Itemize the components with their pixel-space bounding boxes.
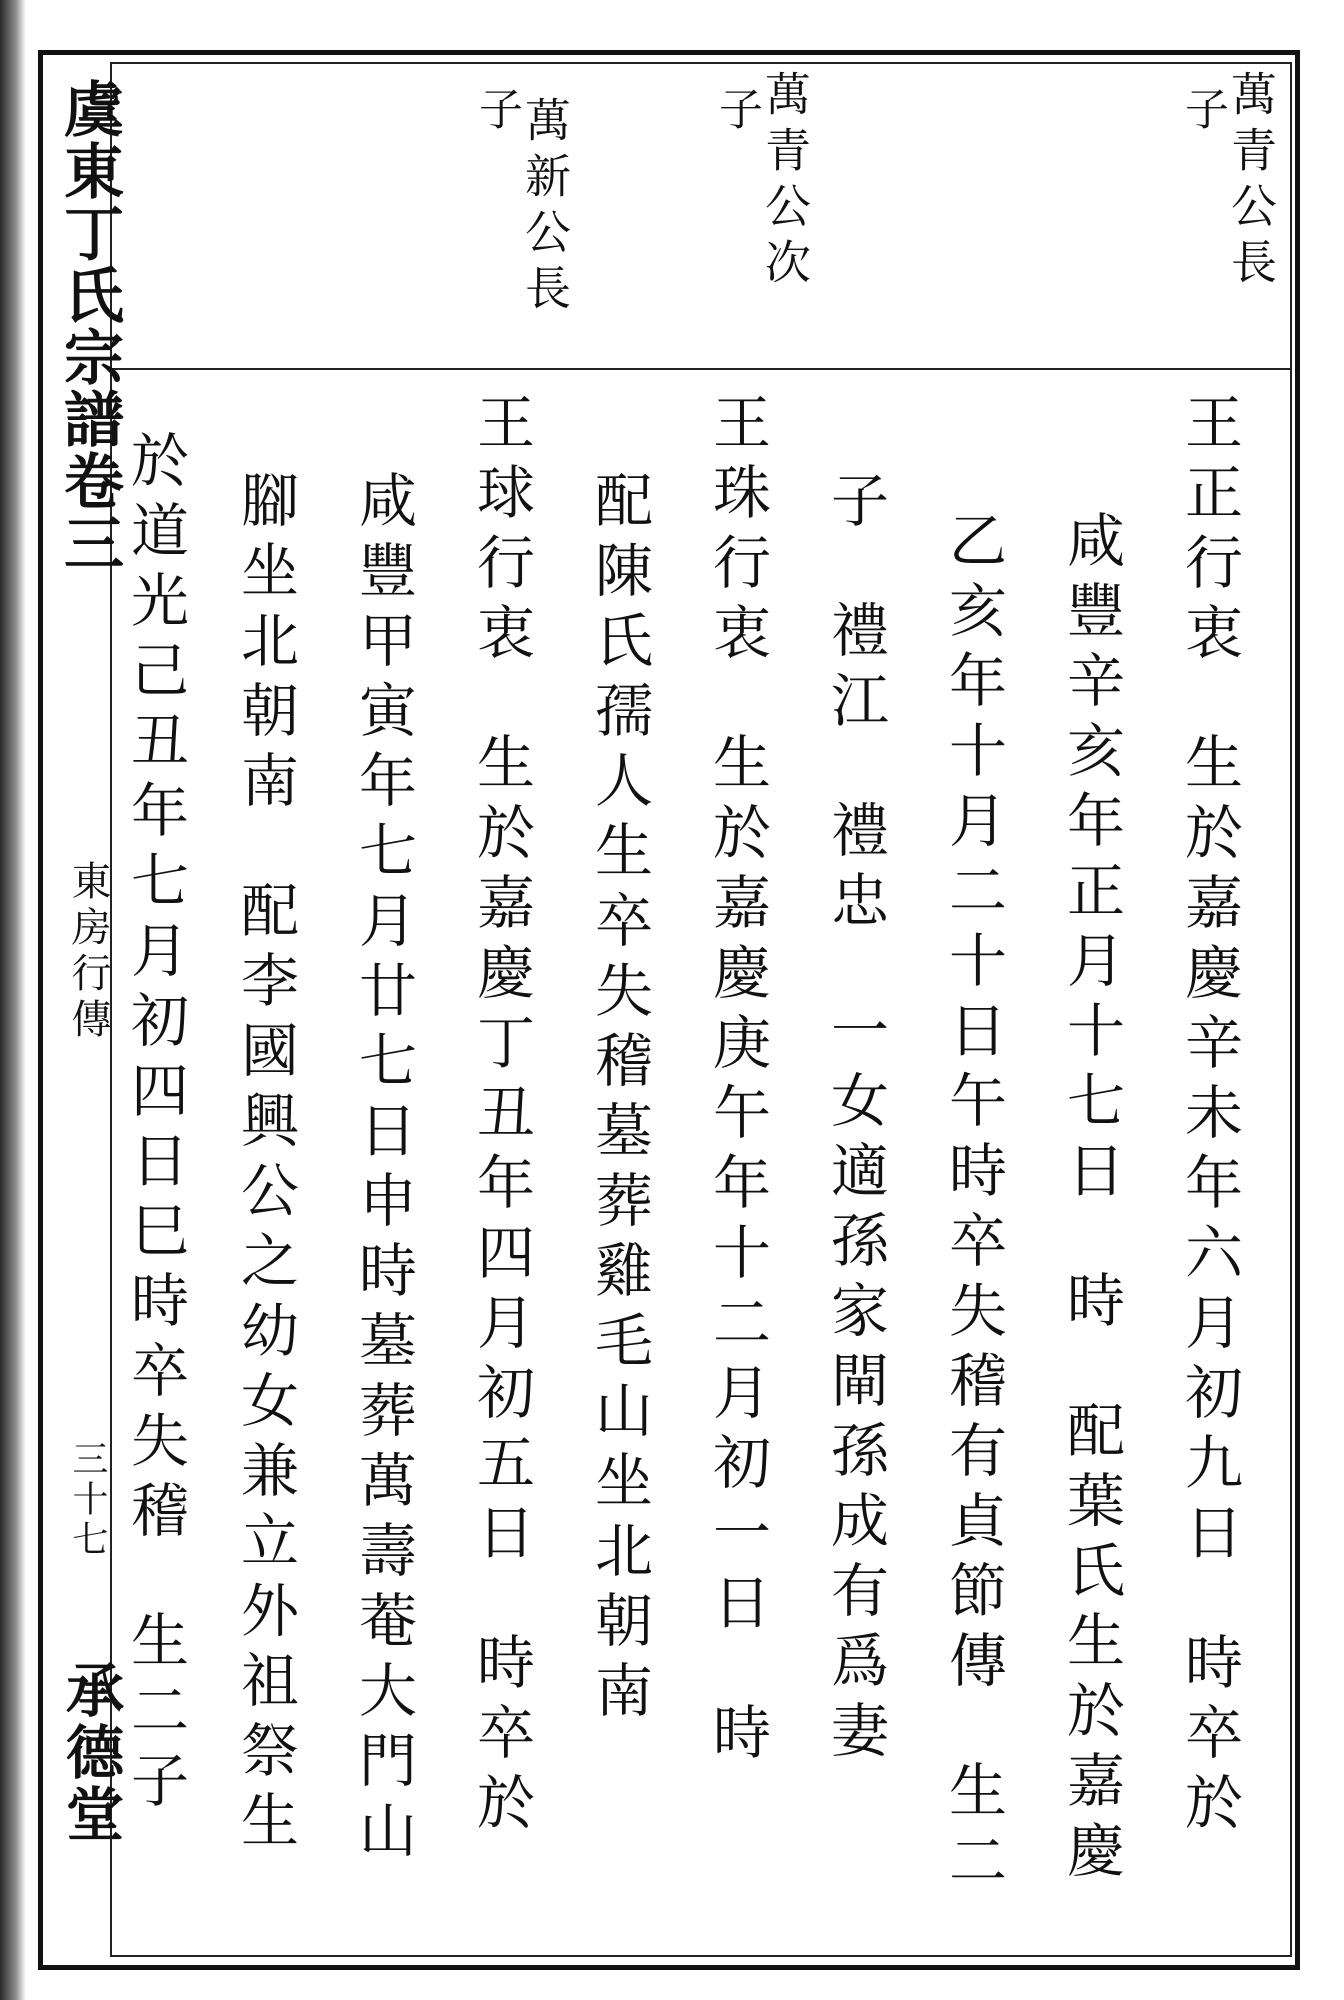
column-text: 時 [1057,1270,1125,1340]
column-text: 子 [821,470,889,540]
column-text: 時 [703,1702,771,1772]
column-text: 乙亥年十月二十日午時卒失稽有貞節傳 [939,510,1007,1700]
header-3-sub: 子 [471,86,522,134]
header-2-sub: 子 [711,86,762,134]
volume-label: 卷三 [54,450,124,574]
section-title: 東房行傳 [65,860,111,1044]
column-text: 腳坐北朝南 [231,470,299,820]
entry-name: 王正行衷 [1175,392,1243,672]
column-text: 咸豐甲寅年七月廿七日申時墓葬萬壽菴大門山 [349,470,417,1870]
text-column-5 [703,392,771,1772]
book-spine-shadow [0,0,26,2000]
text-column-10 [121,430,189,1820]
text-column-7 [467,392,535,1842]
column-text: 配葉氏生於嘉慶 [1057,1400,1125,1890]
column-text: 生於嘉慶庚午年十二月初一日 [703,732,771,1642]
text-column-9 [231,470,299,1860]
text-column-4 [821,470,889,1770]
book-title [46,78,132,574]
entry-name: 王珠行衷 [703,392,771,672]
text-column-8 [349,470,417,1870]
column-text: 時卒於 [1175,1632,1243,1842]
header-3-main: 萬新公長 [518,96,572,320]
column-text: 生於嘉慶辛未年六月初九日 [1175,732,1243,1572]
column-text: 配李國興公之幼女兼立外祖祭生 [231,880,299,1860]
text-column-2 [1057,510,1125,1890]
header-band-rule [110,368,1292,370]
column-text: 生二子 [121,1610,189,1820]
header-1-main: 萬青公長 [1224,70,1278,294]
page-number: 三十七 [67,1440,108,1560]
header-1-sub: 子 [1177,86,1228,134]
column-text: 於道光己丑年七月初四日巳時卒失稽 [121,430,189,1550]
text-column-1 [1175,392,1243,1842]
column-text: 生二 [939,1760,1007,1900]
hall-name: 承德堂 [56,1660,124,1846]
text-column-3 [939,510,1007,1900]
column-text: 一女適孫家閘孫成有爲妻 [821,1000,889,1770]
column-text: 配陳氏孺人生卒失稽墓葬雞毛山坐北朝南 [585,470,653,1730]
book-title-text: 虞東丁氏宗譜 [54,78,124,450]
entry-name: 王球行衷 [467,392,535,672]
header-2-main: 萬青公次 [758,70,812,294]
column-text: 咸豐辛亥年正月十七日 [1057,510,1125,1210]
column-text: 生於嘉慶丁丑年四月初五日 [467,732,535,1572]
column-text: 禮江 [821,600,889,740]
column-text: 時卒於 [467,1632,535,1842]
text-column-6 [585,470,653,1730]
column-text: 禮忠 [821,800,889,940]
